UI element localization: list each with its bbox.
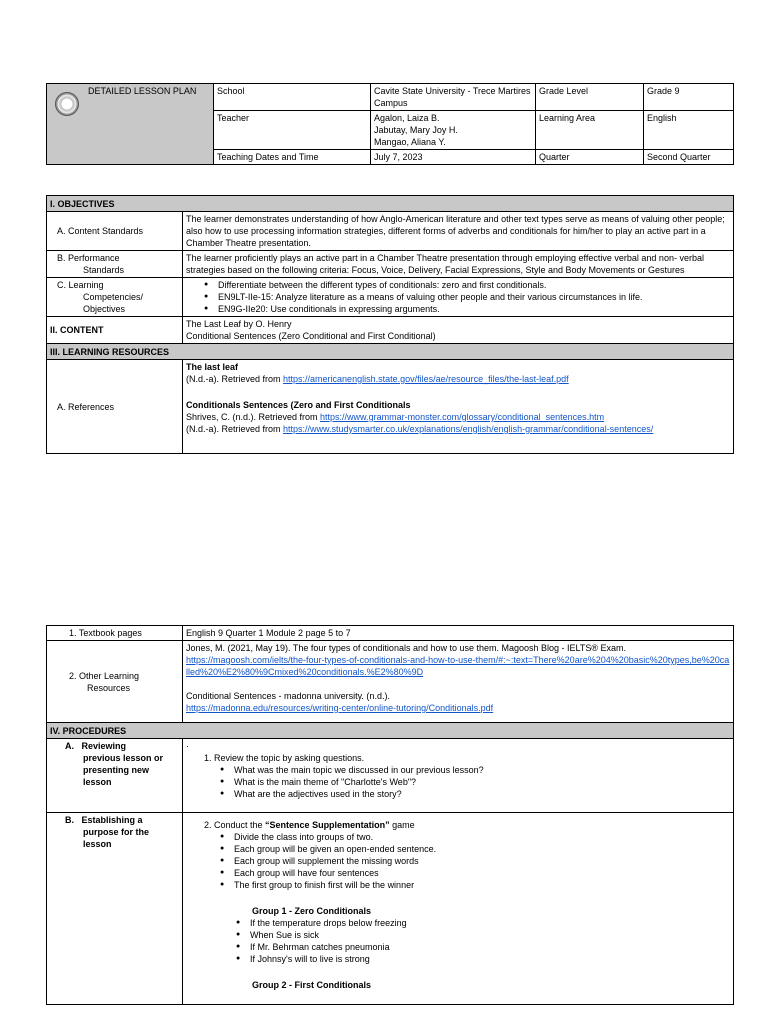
ref-prefix: Shrives, C. (n.d.). Retrieved from [186,412,321,422]
list-item: ● What are the adjectives used in the story? [186,788,730,800]
label-line: Reviewing [81,741,127,751]
group1-list [186,917,730,965]
list-item: ● EN9LT-IIe-15: Analyze literature as a means of valuing other people and their various circumstances in life. [186,291,730,303]
dates-label: Teaching Dates and Time [214,150,371,165]
performance-standards-label [47,251,183,278]
list-item: ● Each group will have four sentences [186,867,730,879]
list-item: ● EN9G-IIe20: Use conditionals in expressing arguments. [186,303,730,315]
content-line: The Last Leaf by O. Henry [186,319,292,329]
group2-title: Group 2 - First Conditionals [252,980,371,990]
cite2: Conditional Sentences - madonna university. (n.d.). [186,691,390,701]
label-line: B. [65,815,74,825]
procedure-b-cell [183,813,734,1005]
teacher-value [371,111,536,150]
deped-seal-icon [55,92,79,116]
ref-prefix: (N.d.-a). Retrieved from [186,374,284,384]
dates-value: July 7, 2023 [371,150,536,165]
competencies-list-cell [183,278,734,317]
label-line: C. Learning [57,280,104,290]
ref3-link[interactable]: https://www.studysmarter.co.uk/explanations/english/english-grammar/conditional-sentences/ [283,424,654,434]
procedure-a-cell [183,739,734,813]
school-label: School [214,84,371,111]
procedures-table [46,625,734,1005]
grade-value: Grade 9 [644,84,734,111]
label-line: lesson [83,839,112,849]
group1-title: Group 1 - Zero Conditionals [252,906,371,916]
ref2-link[interactable]: https://www.grammar-monster.com/glossary/conditional_sentences.htm [320,412,605,422]
performance-standards-text: The learner proficiently plays an active part in a Chamber Theatre presentation through employing effective verbal and non- verbal strategies based on the following criteria: Focus, Voice, Delivery, Facial Expressions, Style and Body Movements or Gestures [183,251,734,278]
list-item: ● If Johnsy's will to live is strong [218,953,730,965]
procedure-b-step [186,819,730,831]
other-resources-label [47,641,183,723]
school-value: Cavite State University - Trece Martires Campus [371,84,536,111]
label-line: B. Performance [57,253,120,263]
content-line: Conditional Sentences (Zero Conditional and First Conditional) [186,331,436,341]
label-line: Establishing a [81,815,143,825]
ref2-line [186,411,730,423]
label-line: lesson [83,777,112,787]
list-item: ● What is the main theme of "Charlotte's Web"? [186,776,730,788]
other-resources-cell [183,641,734,723]
list-item: ● Divide the class into groups of two. [186,831,730,843]
content-standards-label: A. Content Standards [47,212,183,251]
review-questions-list [186,764,730,800]
procedures-heading: IV. PROCEDURES [47,723,734,739]
dot-marker: · [186,741,189,751]
ref1-link[interactable]: https://americanenglish.state.gov/files/ae/resource_files/the-last-leaf.pdf [283,374,569,384]
label-line: presenting new [83,765,150,775]
list-item: ● If Mr. Behrman catches pneumonia [218,941,730,953]
teacher-name: Mangao, Aliana Y. [374,137,446,147]
label-line: Standards [83,265,125,275]
step-suffix: game [389,820,415,830]
ref1-line [186,373,730,385]
label-line: A. [65,741,74,751]
list-item: ● If the temperature drops below freezing [218,917,730,929]
label-line: Resources [87,682,131,693]
teacher-name: Jabutay, Mary Joy H. [374,125,458,135]
list-item: ● Each group will be given an open-ended sentence. [186,843,730,855]
teacher-label: Teacher [214,111,371,150]
step-prefix: 2. Conduct the [204,820,266,830]
content-standards-text: The learner demonstrates understanding of how Anglo-American literature and other text types serve as means of valuing other people; also how to use processing information strategies, different forms of adverbs and conditionals for him/her to play an active part in a Chamber Theatre presentation. [183,212,734,251]
area-label: Learning Area [536,111,644,150]
game-rules-list [186,831,730,891]
cite1-link[interactable]: https://magoosh.com/ielts/the-four-types-of-conditionals-and-how-to-use-them/#:~:text=There%20are%204%20basic%20types,be%20called%20%E2%80%9Cmixed%20conditionals.%E2%80%9D [186,655,730,677]
objectives-heading: I. OBJECTIVES [47,196,734,212]
references-cell [183,360,734,454]
area-value: English [644,111,734,150]
list-item: ● Differentiate between the different types of conditionals: zero and first conditionals. [186,279,730,291]
cite1: Jones, M. (2021, May 19). The four types of conditionals and how to use them. Magoosh Blog - IELTS® Exam. [186,643,627,653]
references-label: A. References [47,360,183,454]
objectives-table [46,195,734,454]
label-line: Competencies/ [83,292,144,302]
quarter-value: Second Quarter [644,150,734,165]
resources-heading: III. LEARNING RESOURCES [47,344,734,360]
teacher-name: Agalon, Laiza B. [374,113,440,123]
ref-prefix: (N.d.-a). Retrieved from [186,424,284,434]
textbook-value: English 9 Quarter 1 Module 2 page 5 to 7 [183,626,734,641]
header-title-cell [47,84,214,165]
ref1-title: The last leaf [186,362,239,372]
content-text [183,317,734,344]
label-line: 2. Other Learning [69,670,140,681]
ref3-line [186,423,730,435]
list-item: ● The first group to finish first will be the winner [186,879,730,891]
ref2-title: Conditionals Sentences (Zero and First Conditionals [186,400,411,410]
procedure-b-label [47,813,183,1005]
procedure-a-step: 1. Review the topic by asking questions. [204,753,365,763]
competencies-list [186,279,730,315]
quarter-label: Quarter [536,150,644,165]
list-item: ● What was the main topic we discussed in our previous lesson? [186,764,730,776]
textbook-label: 1. Textbook pages [47,626,183,641]
grade-label: Grade Level [536,84,644,111]
header-table [46,83,734,165]
content-heading: II. CONTENT [47,317,183,344]
cite2-link[interactable]: https://madonna.edu/resources/writing-center/online-tutoring/Conditionals.pdf [186,703,494,713]
list-item: ● Each group will supplement the missing words [186,855,730,867]
label-line: previous lesson or [83,753,164,763]
label-line: Objectives [83,304,126,314]
procedure-a-label [47,739,183,813]
label-line: purpose for the [83,827,150,837]
competencies-label [47,278,183,317]
list-item: ● When Sue is sick [218,929,730,941]
header-title: DETAILED LESSON PLAN [88,86,197,96]
game-title: “Sentence Supplementation” [265,820,390,830]
